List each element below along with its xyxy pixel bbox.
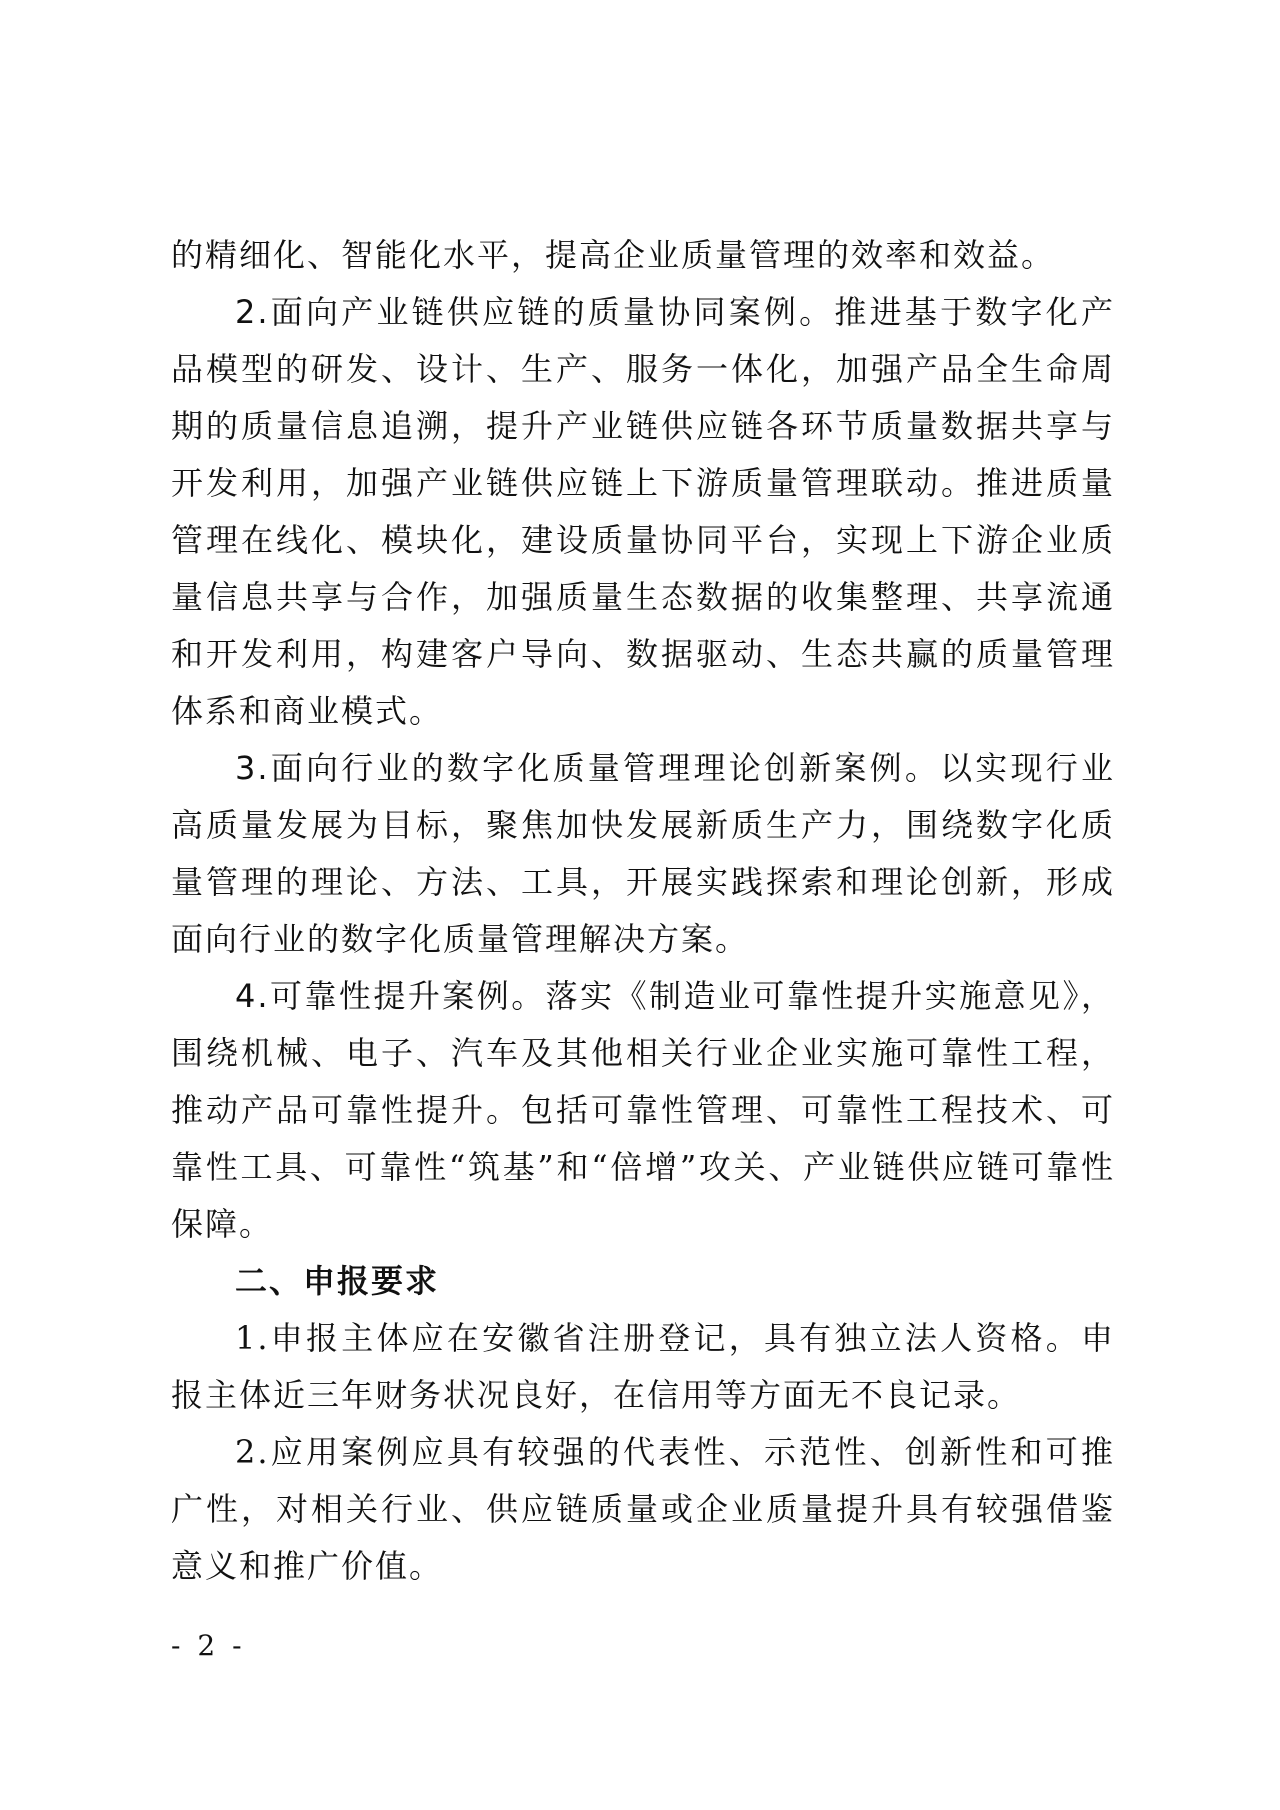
paragraph-item-4 <box>171 968 1115 1253</box>
document-body <box>171 227 1115 1595</box>
item-lead: 3.面向行业的数字化质量管理理论创新案例。 <box>235 749 941 787</box>
requirement-item-2: 2.应用案例应具有较强的代表性、示范性、创新性和可推广性，对相关行业、供应链质量或企业质量提升具有较强借鉴意义和推广价值。 <box>171 1433 1115 1585</box>
paragraph-text: 的精细化、智能化水平，提高企业质量管理的效率和效益。 <box>171 236 1056 274</box>
requirement-item-1: 1.申报主体应在安徽省注册登记，具有独立法人资格。申报主体近三年财务状况良好，在信用等方面无不良记录。 <box>171 1319 1115 1414</box>
item-lead: 2.面向产业链供应链的质量协同案例。 <box>235 293 835 331</box>
page-number: - 2 - <box>171 1629 246 1662</box>
item-text: 推进基于数字化产品模型的研发、设计、生产、服务一体化，加强产品全生命周期的质量信息追溯，提升产业链供应链各环节质量数据共享与开发利用，加强产业链供应链上下游质量管理联动。推进质量管理在线化、模块化，建设质量协同平台，实现上下游企业质量信息共享与合作，加强质量生态数据的收集整理、共享流通和开发利用，构建客户导向、数据驱动、生态共赢的质量管理体系和商业模式。 <box>171 293 1115 730</box>
item-text: 以实现行业高质量发展为目标，聚焦加快发展新质生产力，围绕数字化质量管理的理论、方法、工具，开展实践探索和理论创新，形成面向行业的数字化质量管理解决方案。 <box>171 749 1115 958</box>
paragraph-item-3 <box>171 740 1115 968</box>
paragraph-item-2 <box>171 284 1115 740</box>
paragraph-continuation <box>171 227 1115 284</box>
item-text: 落实《制造业可靠性提升实施意见》，围绕机械、电子、汽车及其他相关行业企业实施可靠性工程，推动产品可靠性提升。包括可靠性管理、可靠性工程技术、可靠性工具、可靠性“筑基”和“倍增”攻关、产业链供应链可靠性保障。 <box>171 977 1115 1243</box>
section-heading: 二、申报要求 <box>235 1262 440 1300</box>
item-lead: 4.可靠性提升案例。 <box>235 977 546 1015</box>
